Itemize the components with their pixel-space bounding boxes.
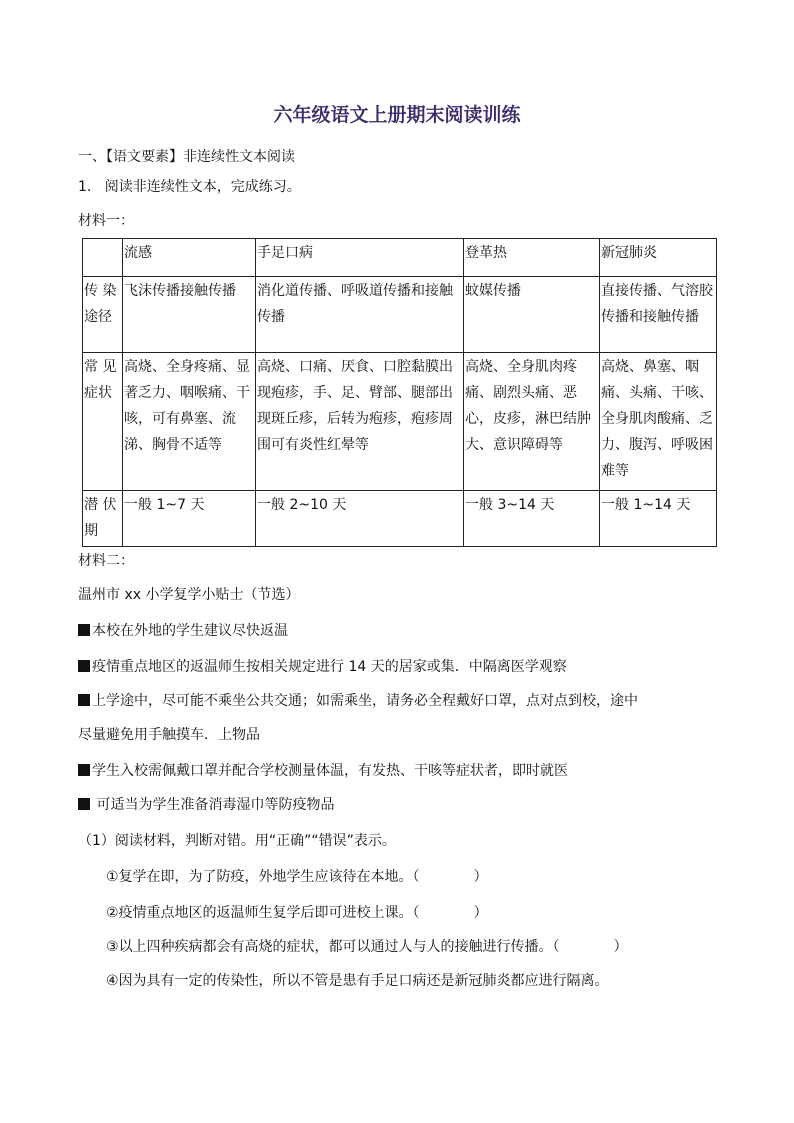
judgment-item: ①复学在即，为了防疫，外地学生应该待在本地。（ ） bbox=[106, 869, 488, 885]
table-cell: 一般 2~10 天 bbox=[256, 491, 464, 547]
table-cell: 高烧、口痛、厌食、口腔黏膜出现疱疹，手、足、臂部、腿部出现斑丘疹，后转为疱疹，疱疹周围可有炎性红晕等 bbox=[256, 353, 464, 491]
table-cell: 直接传播、气溶胶传播和接触传播 bbox=[600, 277, 717, 353]
square-bullet-icon bbox=[78, 798, 90, 810]
judgment-item: ③以上四种疾病都会有高烧的症状，都可以通过人与人的接触进行传播。（ ） bbox=[106, 939, 628, 955]
table-row bbox=[83, 353, 717, 491]
material-1-label: 材料一： bbox=[78, 213, 134, 229]
table-row bbox=[83, 277, 717, 353]
judgment-item: ④因为具有一定的传染性，所以不管是患有手足口病还是新冠肺炎都应进行隔离。 bbox=[106, 973, 609, 989]
table-row bbox=[83, 491, 717, 547]
sub-question-1: （1）阅读材料，判断对错。用“正确”“错误”表示。 bbox=[78, 833, 396, 849]
square-bullet-icon bbox=[78, 694, 90, 706]
question-1: 1. 阅读非连续性文本，完成练习。 bbox=[78, 179, 301, 195]
table-header-row bbox=[83, 239, 717, 277]
table-cell: 高烧、全身肌肉疼痛、剧烈头痛、恶心，皮疹，淋巴结肿大、意识障碍等 bbox=[464, 353, 600, 491]
table-cell: 飞沫传播接触传播 bbox=[123, 277, 256, 353]
material-2-label: 材料二： bbox=[78, 553, 134, 569]
table-header-cell: 登革热 bbox=[464, 239, 600, 277]
table-cell: 蚊媒传播 bbox=[464, 277, 600, 353]
table-cell: 一般 3~14 天 bbox=[464, 491, 600, 547]
tips-title: 温州市 xx 小学复学小贴士（节选） bbox=[78, 587, 300, 603]
page-title: 六年级语文上册期末阅读训练 bbox=[273, 104, 521, 126]
table-cell: 高烧、鼻塞、咽痛、头痛、干咳、全身肌肉酸痛、乏力、腹泻、呼吸困难等 bbox=[600, 353, 717, 491]
table-header-cell: 流感 bbox=[123, 239, 256, 277]
disease-table bbox=[82, 238, 717, 547]
tip-item: 本校在外地的学生建议尽快返温 bbox=[78, 620, 288, 640]
table-cell: 消化道传播、呼吸道传播和接触传播 bbox=[256, 277, 464, 353]
tip-item: 学生入校需佩戴口罩并配合学校测量体温，有发热、干咳等症状者，即时就医 bbox=[78, 760, 568, 780]
section-heading: 一、【语文要素】非连续性文本阅读 bbox=[78, 149, 295, 165]
row-label: 潜 伏期 bbox=[83, 491, 123, 547]
square-bullet-icon bbox=[78, 764, 90, 776]
square-bullet-icon bbox=[78, 624, 90, 636]
tip-item-continued: 尽量避免用手触摸车．上物品 bbox=[78, 727, 260, 743]
table-header-cell: 新冠肺炎 bbox=[600, 239, 717, 277]
square-bullet-icon bbox=[78, 660, 90, 672]
table-header-cell bbox=[83, 239, 123, 277]
tip-item: 疫情重点地区的返温师生按相关规定进行 14 天的居家或集．中隔离医学观察 bbox=[78, 656, 567, 676]
row-label: 传 染途径 bbox=[83, 277, 123, 353]
tip-item: 可适当为学生准备消毒湿巾等防疫物品 bbox=[78, 794, 334, 814]
table-cell: 一般 1~14 天 bbox=[600, 491, 717, 547]
table-header-cell: 手足口病 bbox=[256, 239, 464, 277]
table-cell: 一般 1~7 天 bbox=[123, 491, 256, 547]
table-cell: 高烧、全身疼痛、显著乏力、咽喉痛、干咳，可有鼻塞、流涕、胸骨不适等 bbox=[123, 353, 256, 491]
judgment-item: ②疫情重点地区的返温师生复学后即可进校上课。（ ） bbox=[106, 905, 488, 921]
tip-item: 上学途中，尽可能不乘坐公共交通；如需乘坐，请务必全程戴好口罩，点对点到校，途中 bbox=[78, 690, 638, 710]
row-label: 常 见症状 bbox=[83, 353, 123, 491]
